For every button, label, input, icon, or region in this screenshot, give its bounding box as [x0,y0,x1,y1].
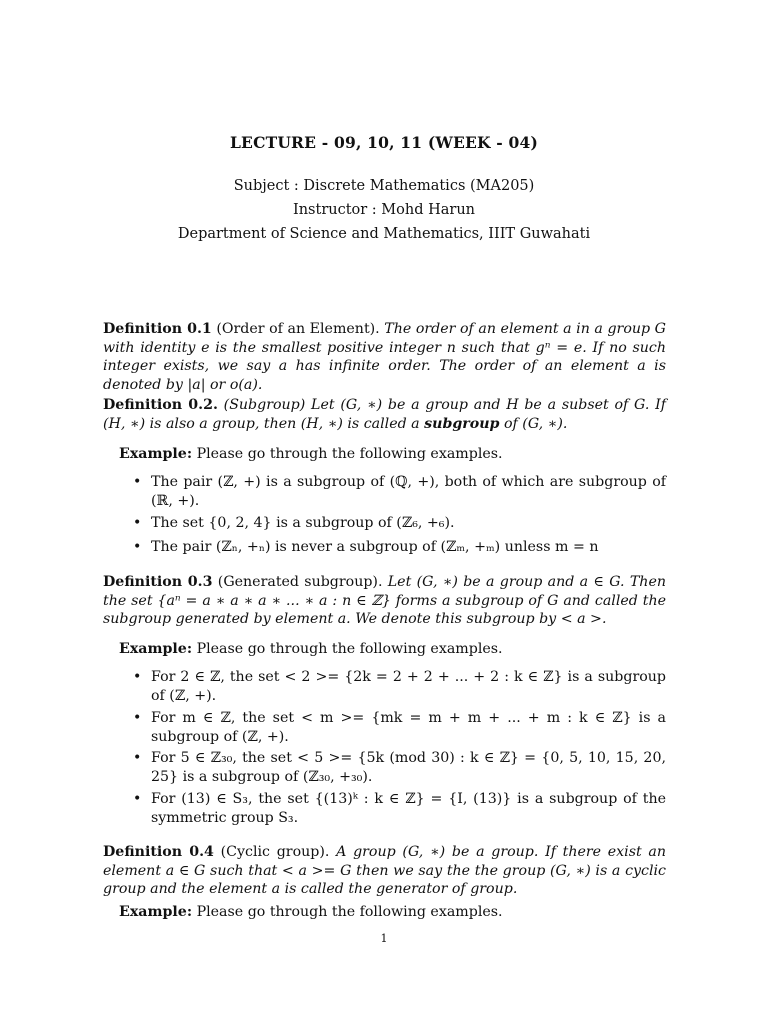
bullet-icon: • [133,791,142,807]
definition-bold-term: subgroup [424,415,500,432]
definition-label: Definition 0.1 [103,321,212,337]
definition-order-of-element [103,320,666,394]
definition-label: Definition 0.2. [103,397,218,413]
bullet-icon: • [133,710,142,726]
subject-line: Subject : Discrete Mathematics (MA205) [233,178,535,194]
definition-name: (Generated subgroup). [217,574,383,590]
bullet-icon: • [133,750,142,766]
list-item: • The pair (ℤₙ, +ₙ) is never a subgroup of (ℤₘ, +ₘ) unless m = n [133,539,599,555]
example-text: Please go through the following examples. [196,641,503,657]
instructor-line: Instructor : Mohd Harun [292,202,476,218]
list-item: • The set {0, 2, 4} is a subgroup of (ℤ₆, +₆). [133,515,455,531]
definition-text: (Subgroup) Let (G, ∗) be a group and H be a subset of G. If (H, ∗) is also a group, then (H, ∗) is called a [103,397,666,432]
definition-name: (Order of an Element). [216,321,380,337]
bullet-icon: • [133,539,142,555]
list-item: • For 5 ∈ ℤ₃₀, the set < 5 >= {5k (mod 30) : k ∈ ℤ} = {0, 5, 10, 15, 20, 25} is a subgroup of (ℤ₃₀, +₃₀). [133,750,666,785]
definition-text: A group (G, ∗) be a group. If there exist an element a ∈ G such that < a >= G then we say the the group (G, ∗) is a cyclic group and the element a is called the generator of group. [103,844,667,897]
definition-text-end: of (G, ∗). [504,415,568,432]
definition-cyclic-group [103,843,666,899]
definition-text: The order of an element a in a group G with identity e is the smallest positive integer n such that gⁿ = e. If no such integer exists, we say a has infinite order. The order of an element a is denoted by |a| or o(a). [103,321,666,393]
definition-label: Definition 0.3 [103,574,213,590]
page-number: 1 [380,932,388,945]
definition-name: (Cyclic group). [220,844,330,860]
example-text: Please go through the following examples. [196,904,503,920]
bullet-icon: • [133,515,142,531]
definition-generated-subgroup [103,573,666,629]
example-text: Please go through the following examples. [196,446,503,462]
example-heading [119,641,503,657]
definition-subgroup [103,396,666,433]
list-item: • For (13) ∈ S₃, the set {(13)ᵏ : k ∈ ℤ} = {I, (13)} is a subgroup of the symmetric group S₃. [133,791,666,826]
example-label: Example: [119,641,193,657]
bullet-icon: • [133,669,142,685]
list-item: • For m ∈ ℤ, the set < m >= {mk = m + m + ... + m : k ∈ ℤ} is a subgroup of (ℤ, +). [133,710,666,745]
department-line: Department of Science and Mathematics, IIIT Guwahati [177,226,591,242]
bullet-icon: • [133,474,142,490]
lecture-title: LECTURE - 09, 10, 11 (WEEK - 04) [229,133,539,152]
definition-text: Let (G, ∗) be a group and a ∈ G. Then the set {aⁿ = a ∗ a ∗ a ∗ ... ∗ a : n ∈ ℤ} forms a subgroup of G and called the subgroup generated by element a. We denote this subgroup by < a >. [103,574,666,627]
example-label: Example: [119,904,193,920]
example-heading [119,446,503,462]
example-heading [119,904,503,920]
list-item: • For 2 ∈ ℤ, the set < 2 >= {2k = 2 + 2 + ... + 2 : k ∈ ℤ} is a subgroup of (ℤ, +). [133,669,666,704]
example-label: Example: [119,446,193,462]
definition-label: Definition 0.4 [103,844,214,860]
list-item: • The pair (ℤ, +) is a subgroup of (ℚ, +), both of which are subgroup of (ℝ, +). [133,474,666,509]
